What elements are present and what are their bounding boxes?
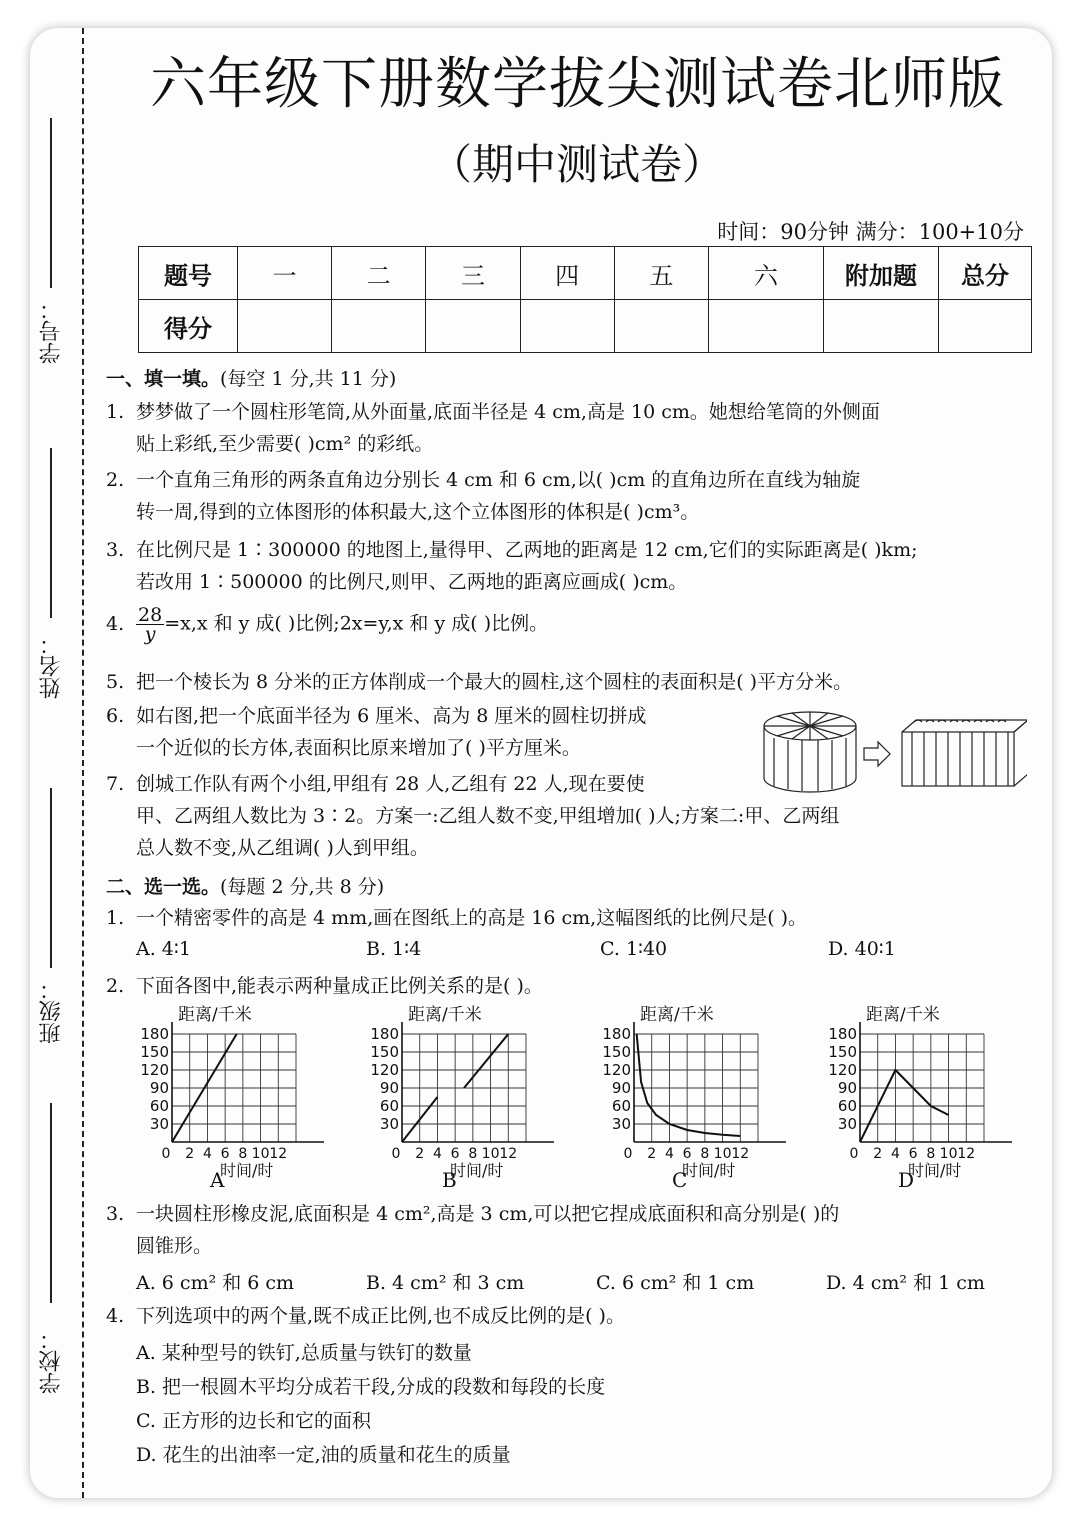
x-tick-label: 4 bbox=[202, 1146, 212, 1162]
question-text: 一个直角三角形的两条直角边分别长 4 cm 和 6 cm,以( )cm 的直角边所在直线为轴旋 bbox=[136, 469, 861, 491]
student-id-label: 学号： bbox=[39, 298, 64, 364]
x-tick-label: 8 bbox=[926, 1146, 936, 1162]
question-text: 梦梦做了一个圆柱形笔筒,从外面量,底面半径是 4 cm,高是 10 cm。她想给笔筒的外侧面 bbox=[136, 401, 880, 423]
table-cell: 六 bbox=[709, 247, 824, 300]
section-heading bbox=[106, 872, 384, 899]
binding-dashed-line bbox=[82, 28, 84, 1498]
score-input-cell[interactable] bbox=[520, 300, 614, 353]
chart-title: 距离/千米 bbox=[408, 1005, 482, 1025]
x-tick-label: 4 bbox=[432, 1146, 442, 1162]
choice-question-3 bbox=[106, 1198, 1026, 1262]
score-table-score-row bbox=[139, 300, 1032, 353]
x-tick-label: 4 bbox=[890, 1146, 900, 1162]
question-6 bbox=[106, 700, 746, 764]
y-tick-label: 60 bbox=[837, 1097, 857, 1115]
option-b[interactable]: B. 1∶4 bbox=[366, 938, 422, 960]
y-tick-label: 90 bbox=[379, 1079, 399, 1097]
x-tick-label: 6 bbox=[682, 1146, 692, 1162]
chart-label-b[interactable]: B bbox=[442, 1168, 457, 1192]
question-text: 圆锥形。 bbox=[136, 1235, 213, 1257]
x-tick-label: 12 bbox=[269, 1146, 288, 1162]
y-tick-label: 120 bbox=[602, 1061, 631, 1079]
question-text: 总人数不变,从乙组调( )人到甲组。 bbox=[136, 837, 429, 859]
table-cell: 一 bbox=[238, 247, 332, 300]
score-table-header-row bbox=[139, 247, 1032, 300]
option-c[interactable]: C. 6 cm² 和 1 cm bbox=[596, 1272, 755, 1294]
x-tick-label: 2 bbox=[647, 1146, 657, 1162]
x-tick-label: 0 bbox=[161, 1146, 171, 1162]
question-number: 4. bbox=[106, 612, 125, 635]
section-note: (每题 2 分,共 8 分) bbox=[220, 876, 385, 898]
fraction bbox=[136, 606, 164, 643]
y-tick-label: 150 bbox=[602, 1043, 631, 1061]
y-tick-label: 150 bbox=[828, 1043, 857, 1061]
chart-d bbox=[818, 998, 1038, 1178]
option-b[interactable]: B. 把一根圆木平均分成若干段,分成的段数和每段的长度 bbox=[136, 1376, 606, 1398]
option-b[interactable]: B. 4 cm² 和 3 cm bbox=[366, 1272, 525, 1294]
x-axis-label: 时间/时 bbox=[908, 1161, 962, 1178]
chart-title: 距离/千米 bbox=[640, 1005, 714, 1025]
table-cell: 五 bbox=[614, 247, 708, 300]
score-input-cell[interactable] bbox=[614, 300, 708, 353]
question-text: 一个近似的长方体,表面积比原来增加了( )平方厘米。 bbox=[136, 737, 581, 759]
y-tick-label: 30 bbox=[837, 1115, 857, 1133]
score-table bbox=[138, 246, 1032, 353]
chart-c bbox=[592, 998, 812, 1178]
question-4 bbox=[106, 606, 1026, 643]
question-text: 在比例尺是 1∶300000 的地图上,量得甲、乙两地的距离是 12 cm,它们的实际距离是( )km; bbox=[136, 539, 918, 561]
name-line bbox=[50, 448, 52, 618]
x-tick-label: 10 bbox=[939, 1146, 958, 1162]
x-axis-label: 时间/时 bbox=[220, 1161, 274, 1178]
question-5 bbox=[106, 666, 1026, 698]
question-number: 3. bbox=[106, 539, 125, 561]
y-tick-label: 180 bbox=[828, 1025, 857, 1043]
page-title: 六年级下册数学拔尖测试卷北师版 bbox=[150, 52, 1005, 117]
section-title: 一、填一填。 bbox=[106, 368, 221, 390]
table-cell: 四 bbox=[520, 247, 614, 300]
y-tick-label: 180 bbox=[602, 1025, 631, 1043]
question-number: 6. bbox=[106, 705, 125, 727]
x-tick-label: 12 bbox=[499, 1146, 518, 1162]
fraction-denominator: y bbox=[144, 623, 156, 645]
question-1 bbox=[106, 396, 1026, 460]
question-number: 4. bbox=[106, 1305, 125, 1327]
question-text: 下面各图中,能表示两种量成正比例关系的是( )。 bbox=[136, 975, 543, 997]
exam-meta: 时间：90分钟 满分：100+10分 bbox=[717, 220, 1024, 244]
question-text: =x,x 和 y 成( )比例;2x=y,x 和 y 成( )比例。 bbox=[164, 612, 549, 635]
x-tick-label: 0 bbox=[391, 1146, 401, 1162]
option-a[interactable]: A. 4∶1 bbox=[136, 938, 191, 960]
score-input-cell[interactable] bbox=[939, 300, 1032, 353]
question-7 bbox=[106, 768, 1026, 864]
question-text: 一块圆柱形橡皮泥,底面积是 4 cm²,高是 3 cm,可以把它捏成底面积和高分别是( )的 bbox=[136, 1203, 840, 1225]
x-tick-label: 12 bbox=[731, 1146, 750, 1162]
page-subtitle: （期中测试卷） bbox=[430, 140, 725, 189]
question-3 bbox=[106, 534, 1026, 598]
student-id-line bbox=[50, 118, 52, 288]
table-cell: 二 bbox=[332, 247, 426, 300]
x-tick-label: 10 bbox=[251, 1146, 270, 1162]
y-tick-label: 60 bbox=[379, 1097, 399, 1115]
fraction-numerator: 28 bbox=[138, 604, 163, 626]
y-tick-label: 180 bbox=[140, 1025, 169, 1043]
chart-title: 距离/千米 bbox=[866, 1005, 940, 1025]
y-tick-label: 30 bbox=[149, 1115, 169, 1133]
y-tick-label: 30 bbox=[611, 1115, 631, 1133]
score-input-cell[interactable] bbox=[824, 300, 939, 353]
question-text: 下列选项中的两个量,既不成正比例,也不成反比例的是( )。 bbox=[136, 1305, 625, 1327]
option-c[interactable]: C. 正方形的边长和它的面积 bbox=[136, 1410, 371, 1432]
section-heading bbox=[106, 364, 396, 391]
table-cell: 三 bbox=[426, 247, 520, 300]
option-a[interactable]: A. 6 cm² 和 6 cm bbox=[136, 1272, 295, 1294]
question-text: 如右图,把一个底面半径为 6 厘米、高为 8 厘米的圆柱切拼成 bbox=[136, 705, 647, 727]
option-a[interactable]: A. 某种型号的铁钉,总质量与铁钉的数量 bbox=[136, 1342, 472, 1364]
y-tick-label: 90 bbox=[837, 1079, 857, 1097]
y-tick-label: 60 bbox=[611, 1097, 631, 1115]
x-tick-label: 2 bbox=[415, 1146, 425, 1162]
x-tick-label: 2 bbox=[185, 1146, 195, 1162]
table-cell: 题号 bbox=[139, 247, 238, 300]
y-tick-label: 120 bbox=[370, 1061, 399, 1079]
question-text: 把一个棱长为 8 分米的正方体削成一个最大的圆柱,这个圆柱的表面积是( )平方分米。 bbox=[136, 671, 853, 693]
choice-question-4 bbox=[106, 1300, 1026, 1332]
question-number: 1. bbox=[106, 907, 125, 929]
y-tick-label: 90 bbox=[149, 1079, 169, 1097]
option-d[interactable]: D. 花生的出油率一定,油的质量和花生的质量 bbox=[136, 1444, 511, 1466]
score-input-cell[interactable] bbox=[709, 300, 824, 353]
chart-label-a[interactable]: A bbox=[210, 1168, 225, 1192]
table-cell: 附加题 bbox=[824, 247, 939, 300]
school-label: 学校： bbox=[39, 1328, 64, 1394]
x-axis-label: 时间/时 bbox=[450, 1161, 504, 1178]
question-number: 1. bbox=[106, 401, 125, 423]
x-tick-label: 12 bbox=[957, 1146, 976, 1162]
question-text: 贴上彩纸,至少需要( )cm² 的彩纸。 bbox=[136, 433, 434, 455]
x-tick-label: 8 bbox=[238, 1146, 248, 1162]
chart-label-d[interactable]: D bbox=[898, 1168, 915, 1192]
class-line bbox=[50, 788, 52, 968]
y-tick-label: 150 bbox=[140, 1043, 169, 1061]
x-tick-label: 0 bbox=[849, 1146, 859, 1162]
chart-a bbox=[130, 998, 350, 1178]
series-line bbox=[464, 1034, 508, 1088]
section-note: (每空 1 分,共 11 分) bbox=[220, 368, 397, 390]
class-label: 班级： bbox=[39, 978, 64, 1044]
x-tick-label: 2 bbox=[873, 1146, 883, 1162]
y-tick-label: 120 bbox=[140, 1061, 169, 1079]
question-text: 一个精密零件的高是 4 mm,画在图纸上的高是 16 cm,这幅图纸的比例尺是( )。 bbox=[136, 907, 808, 929]
option-d[interactable]: D. 40∶1 bbox=[828, 938, 896, 960]
question-text: 转一周,得到的立体图形的体积最大,这个立体图形的体积是( )cm³。 bbox=[136, 501, 700, 523]
x-tick-label: 6 bbox=[220, 1146, 230, 1162]
question-text: 创城工作队有两个小组,甲组有 28 人,乙组有 22 人,现在要使 bbox=[136, 773, 645, 795]
x-axis-label: 时间/时 bbox=[682, 1161, 736, 1178]
name-label: 姓名： bbox=[39, 633, 64, 699]
question-text: 甲、乙两组人数比为 3∶2。方案一:乙组人数不变,甲组增加( )人;方案二:甲、乙两组 bbox=[136, 805, 840, 827]
question-text: 若改用 1∶500000 的比例尺,则甲、乙两地的距离应画成( )cm。 bbox=[136, 571, 688, 593]
exam-sheet bbox=[30, 28, 1052, 1498]
x-tick-label: 4 bbox=[664, 1146, 674, 1162]
y-tick-label: 60 bbox=[149, 1097, 169, 1115]
y-tick-label: 180 bbox=[370, 1025, 399, 1043]
question-number: 7. bbox=[106, 773, 125, 795]
y-tick-label: 90 bbox=[611, 1079, 631, 1097]
x-tick-label: 10 bbox=[481, 1146, 500, 1162]
series-line bbox=[637, 1034, 741, 1136]
y-tick-label: 30 bbox=[379, 1115, 399, 1133]
chart-label-c[interactable]: C bbox=[672, 1168, 688, 1192]
choice-question-1 bbox=[106, 902, 1026, 934]
x-tick-label: 6 bbox=[450, 1146, 460, 1162]
x-tick-label: 10 bbox=[713, 1146, 732, 1162]
option-c[interactable]: C. 1∶40 bbox=[600, 938, 668, 960]
question-number: 3. bbox=[106, 1203, 125, 1225]
question-number: 2. bbox=[106, 469, 125, 491]
question-2 bbox=[106, 464, 1026, 528]
x-tick-label: 8 bbox=[700, 1146, 710, 1162]
x-tick-label: 0 bbox=[623, 1146, 633, 1162]
score-input-cell[interactable] bbox=[332, 300, 426, 353]
score-input-cell[interactable] bbox=[238, 300, 332, 353]
chart-b bbox=[360, 998, 580, 1178]
school-line bbox=[50, 1103, 52, 1303]
section-title: 二、选一选。 bbox=[106, 876, 221, 898]
x-tick-label: 6 bbox=[908, 1146, 918, 1162]
question-number: 2. bbox=[106, 975, 125, 997]
table-cell: 得分 bbox=[139, 300, 238, 353]
chart-title: 距离/千米 bbox=[178, 1005, 252, 1025]
y-tick-label: 150 bbox=[370, 1043, 399, 1061]
score-input-cell[interactable] bbox=[426, 300, 520, 353]
x-tick-label: 8 bbox=[468, 1146, 478, 1162]
table-cell: 总分 bbox=[939, 247, 1032, 300]
question-number: 5. bbox=[106, 671, 125, 693]
y-tick-label: 120 bbox=[828, 1061, 857, 1079]
option-d[interactable]: D. 4 cm² 和 1 cm bbox=[826, 1272, 985, 1294]
